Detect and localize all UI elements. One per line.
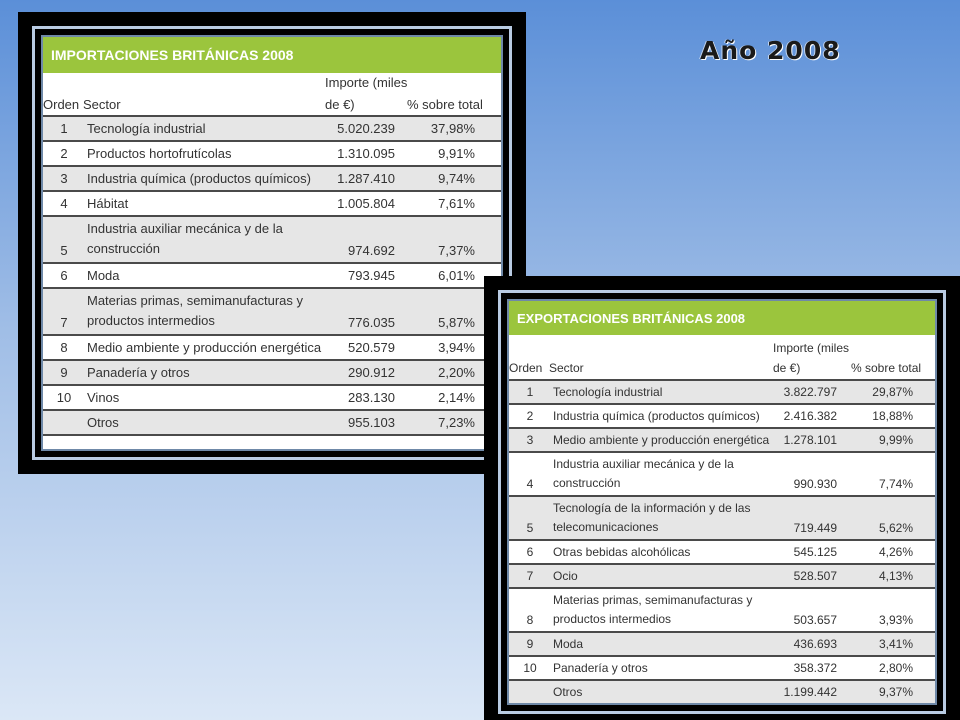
exports-sector-cell: productos intermedios: [553, 612, 672, 626]
exports-sector-cell: Materias primas, semimanufacturas y: [553, 593, 753, 607]
imports-pct-cell: 5,87%: [438, 315, 475, 330]
exports-orden-cell: 8: [526, 613, 534, 627]
exports-orden-cell: 10: [523, 661, 537, 675]
imports-importe-cell: 1.005.804: [337, 196, 395, 211]
imports-importe-cell: 1.310.095: [337, 146, 395, 161]
imports-table-frame: [18, 12, 526, 474]
imports-importe-cell: 520.579: [348, 340, 395, 355]
exports-header-importe-line1: Importe (miles: [773, 341, 850, 355]
exports-table-row: [509, 405, 935, 429]
exports-table-row: [509, 657, 935, 681]
exports-table-row: [509, 497, 935, 541]
imports-table: [41, 35, 503, 451]
exports-sector-cell: Otros: [553, 685, 583, 699]
imports-orden-cell: 7: [60, 315, 68, 330]
imports-sector-cell: Otros: [87, 415, 119, 430]
exports-table-row: [509, 565, 935, 589]
exports-importe-cell: 436.693: [793, 637, 837, 651]
exports-orden-cell: 4: [526, 477, 534, 491]
exports-orden-cell: 5: [526, 521, 534, 535]
imports-sector-cell: Medio ambiente y producción energética: [87, 340, 322, 355]
exports-header-orden: Orden: [509, 361, 543, 375]
imports-importe-cell: 974.692: [348, 243, 395, 258]
exports-sector-cell: Industria química (productos químicos): [553, 409, 760, 423]
exports-header-sector: Sector: [549, 361, 584, 375]
exports-importe-cell: 503.657: [793, 613, 837, 627]
imports-table-row: [43, 411, 501, 436]
imports-pct-cell: 7,61%: [438, 196, 475, 211]
exports-sector-cell: Industria auxiliar mecánica y de la: [553, 457, 734, 471]
imports-importe-cell: 1.287.410: [337, 171, 395, 186]
imports-pct-cell: 2,14%: [438, 390, 475, 405]
imports-header-orden: Orden: [43, 97, 80, 112]
exports-importe-cell: 2.416.382: [783, 409, 837, 423]
imports-pct-cell: 9,91%: [438, 146, 475, 161]
exports-sector-cell: Moda: [553, 637, 584, 651]
exports-table-row: [509, 381, 935, 405]
imports-sector-cell: Vinos: [87, 390, 120, 405]
imports-importe-cell: 776.035: [348, 315, 395, 330]
exports-pct-cell: 18,88%: [872, 409, 913, 423]
imports-header-sector: Sector: [83, 97, 121, 112]
exports-header-pct: % sobre total: [851, 361, 922, 375]
imports-pct-cell: 7,23%: [438, 415, 475, 430]
exports-orden-cell: 3: [526, 433, 534, 447]
imports-table-row: [43, 117, 501, 142]
imports-orden-cell: 2: [60, 146, 68, 161]
imports-orden-cell: 10: [56, 390, 72, 405]
imports-pct-cell: 37,98%: [430, 121, 475, 136]
exports-importe-cell: 719.449: [793, 521, 837, 535]
imports-sector-cell: Hábitat: [87, 196, 129, 211]
exports-sector-cell: Ocio: [553, 569, 578, 583]
exports-importe-cell: 3.822.797: [783, 385, 837, 399]
imports-table-row: [43, 217, 501, 264]
exports-importe-cell: 545.125: [793, 545, 837, 559]
exports-table-row: [509, 541, 935, 565]
imports-table-title: IMPORTACIONES BRITÁNICAS 2008: [43, 37, 501, 73]
imports-orden-cell: 5: [60, 243, 68, 258]
exports-orden-cell: 2: [526, 409, 534, 423]
exports-table-frame: [484, 276, 960, 720]
imports-sector-cell: Panadería y otros: [87, 365, 190, 380]
exports-sector-cell: telecomunicaciones: [553, 520, 659, 534]
exports-sector-cell: Panadería y otros: [553, 661, 648, 675]
exports-sector-cell: construcción: [553, 476, 621, 490]
imports-sector-cell: Productos hortofrutícolas: [87, 146, 232, 161]
imports-sector-cell: Tecnología industrial: [87, 121, 206, 136]
imports-pct-cell: 7,37%: [438, 243, 475, 258]
imports-table-row: [43, 264, 501, 289]
imports-sector-cell: Industria auxiliar mecánica y de la: [87, 221, 283, 236]
exports-table: [507, 299, 937, 705]
exports-pct-cell: 5,62%: [878, 521, 913, 535]
imports-importe-cell: 5.020.239: [337, 121, 395, 136]
exports-table-row: [509, 681, 935, 705]
year-title: Año 2008: [700, 36, 841, 65]
imports-importe-cell: 290.912: [348, 365, 395, 380]
exports-pct-cell: 3,41%: [878, 637, 913, 651]
imports-sector-cell: Industria química (productos químicos): [87, 171, 311, 186]
exports-importe-cell: 990.930: [793, 477, 837, 491]
exports-orden-cell: 9: [526, 637, 534, 651]
imports-table-row: [43, 361, 501, 386]
imports-sector-cell: Moda: [87, 268, 120, 283]
imports-table-row: [43, 167, 501, 192]
exports-sector-cell: Otras bebidas alcohólicas: [553, 545, 691, 559]
imports-sector-cell: Materias primas, semimanufacturas y: [87, 293, 304, 308]
imports-table-row: [43, 336, 501, 361]
imports-header-pct: % sobre total: [407, 97, 483, 112]
exports-pct-cell: 29,87%: [872, 385, 913, 399]
imports-orden-cell: 9: [60, 365, 68, 380]
exports-pct-cell: 4,13%: [878, 569, 913, 583]
imports-sector-cell: productos intermedios: [87, 313, 215, 328]
exports-orden-cell: 6: [526, 545, 534, 559]
imports-pct-cell: 6,01%: [438, 268, 475, 283]
exports-table-title: EXPORTACIONES BRITÁNICAS 2008: [509, 301, 935, 335]
exports-importe-cell: 358.372: [793, 661, 837, 675]
imports-pct-cell: 9,74%: [438, 171, 475, 186]
imports-orden-cell: 8: [60, 340, 68, 355]
exports-importe-cell: 1.199.442: [783, 685, 837, 699]
exports-table-row: [509, 453, 935, 497]
exports-table-row: [509, 589, 935, 633]
exports-pct-cell: 9,99%: [878, 433, 913, 447]
imports-importe-cell: 793.945: [348, 268, 395, 283]
exports-orden-cell: 7: [526, 569, 534, 583]
exports-sector-cell: Medio ambiente y producción energética: [553, 433, 770, 447]
imports-orden-cell: 6: [60, 268, 68, 283]
imports-table-row: [43, 386, 501, 411]
imports-importe-cell: 955.103: [348, 415, 395, 430]
imports-importe-cell: 283.130: [348, 390, 395, 405]
imports-pct-cell: 3,94%: [438, 340, 475, 355]
imports-pct-cell: 2,20%: [438, 365, 475, 380]
exports-table-row: [509, 429, 935, 453]
exports-importe-cell: 528.507: [793, 569, 837, 583]
exports-pct-cell: 9,37%: [878, 685, 913, 699]
imports-orden-cell: 4: [60, 196, 68, 211]
imports-table-row: [43, 192, 501, 217]
imports-table-row: [43, 289, 501, 336]
imports-sector-cell: construcción: [87, 241, 160, 256]
exports-header-importe-line2: de €): [773, 361, 801, 375]
exports-table-row: [509, 633, 935, 657]
imports-orden-cell: 3: [60, 171, 68, 186]
imports-header-importe-line2: de €): [325, 97, 355, 112]
imports-orden-cell: 1: [60, 121, 68, 136]
exports-sector-cell: Tecnología industrial: [553, 385, 663, 399]
exports-orden-cell: 1: [526, 385, 534, 399]
exports-pct-cell: 4,26%: [878, 545, 913, 559]
exports-pct-cell: 2,80%: [878, 661, 913, 675]
imports-table-row: [43, 142, 501, 167]
exports-sector-cell: Tecnología de la información y de las: [553, 501, 751, 515]
imports-header-importe-line1: Importe (miles: [325, 75, 408, 90]
exports-importe-cell: 1.278.101: [783, 433, 837, 447]
exports-pct-cell: 7,74%: [878, 477, 913, 491]
exports-pct-cell: 3,93%: [878, 613, 913, 627]
